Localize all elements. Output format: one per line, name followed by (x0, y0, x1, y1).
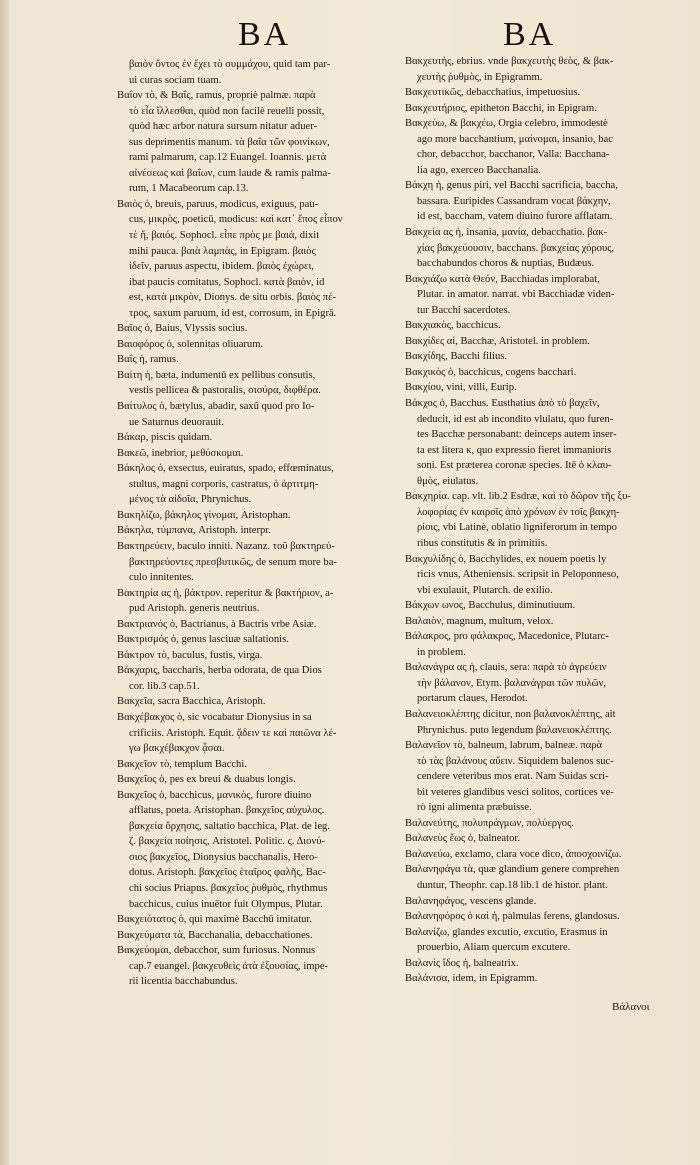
entry-continuation-line: vbi exulauit, Plutarch. de exilio. (417, 584, 553, 596)
entry-continuation-line: in problem. (417, 646, 466, 658)
entry-headword-line: Βαλανίζω, glandes excutio, excutio, Erasmus in (405, 926, 608, 938)
right-column (405, 54, 687, 987)
entry-headword-line: Βαΐς ἡ, ramus. (117, 354, 179, 366)
entry-headword-line: Βακχεύματα τὰ, Bacchanalia, debacchationes. (117, 929, 313, 941)
entry-headword-line: Βαλανάγρα ας ἡ, clauis, sera: παρὰ τὸ ἀγρεύειν (405, 662, 607, 674)
entry-continuation-line: βακτηρεύοντες πρεσβυτικῶς, de senum more ba- (129, 556, 337, 568)
entry-continuation-line: afflatus, poeta. Aristophan. βακχεῖος αὐχυλος. (129, 805, 325, 817)
entry-continuation-line: vestis pellicea & pastoralis, σισύρα, διφθέρα. (129, 385, 321, 397)
entry-headword-line: Βακχεῖον τὸ, templum Bacchi. (117, 758, 247, 770)
running-head-left: BA (238, 16, 292, 53)
entry-continuation-line: rii licentia bacchabundus. (129, 976, 238, 988)
entry-headword-line: Βάκχος ὁ, Bacchus. Eusthatius ἀπὸ τὸ βαχεῖν, (405, 398, 600, 410)
entry-continuation-line: τρος, saxum paruum, id est, corrosum, in Epigrā. (129, 307, 337, 319)
entry-continuation-line: ue Saturnus deuorauit. (129, 416, 225, 428)
entry-continuation-line: τὸ εἶα ἴλλεσθαι, quòd non facilè reuelli possit, (129, 105, 325, 117)
entry-headword-line: Βακχευτήριος, epitheton Bacchi, in Epigram. (405, 102, 597, 114)
entry-continuation-line: χίας βακχεύουσιν, bacchans. βακχείας χόρους, (417, 242, 615, 254)
entry-headword-line: Βακχεία ας ἡ, insania, μανία, debacchatio. βακ- (405, 227, 608, 239)
entry-continuation-line: Phrynichus. puto legendum βαλανειοκλέπτης. (417, 724, 612, 736)
entry-continuation-line: ρίοις, vbi Latinè, oblatio ligniferorum in tempo (417, 522, 617, 534)
entry-headword-line: Βαιὸς ὁ, breuis, paruus, modicus, exiguus, pau- (117, 198, 319, 210)
entry-headword-line: Βακχεύομαι, debacchor, sum furiosus. Nonnus (117, 945, 316, 957)
entry-headword-line: Βακχυλίδης ὁ, Bacchylides, ex nouem poetis ly (405, 553, 607, 565)
entry-headword-line: Βακχεῖος ὁ, pes ex breui & duabus longis. (117, 774, 296, 786)
entry-headword-line: Βακχίδες αἱ, Bacchæ, Aristotel. in problem. (405, 335, 590, 347)
entry-headword-line: Βακχίου, vini, villi, Eurip. (405, 382, 517, 394)
entry-continuation-line: mihi pauca. βαιὰ λαμπὰς, in Epigram. βαιὸς (129, 245, 316, 257)
entry-continuation-line: est, κατὰ μικρὸν, Dionys. de situ orbis. βαιὸς πέ- (129, 292, 337, 304)
entry-headword-line: Βακηλίζω, βάκηλος γίνομαι, Aristophan. (117, 509, 291, 521)
entry-continuation-line: ago more bacchantium, μαίνομαι, insanio, bac (417, 133, 613, 145)
entry-continuation-line: tes Bacchæ personabant: deinceps autem inser- (417, 429, 617, 441)
entry-continuation-line: ζ. βακχεία ποίησις, Aristotel. Politic. ς. Διονύ- (129, 836, 326, 848)
entry-headword-line: Βακχικὸς ὁ, bacchicus, cogens bacchari. (405, 366, 577, 378)
entry-headword-line: Βακχέβακχος ὁ, sic vocabatur Dionysius in sa (117, 711, 312, 723)
entry-continuation-line: culo innitentes. (129, 572, 194, 584)
entry-continuation-line: lia ago, exerceo Bacchanalia. (417, 164, 541, 176)
entry-headword-line: Βαλανηφόρος ὁ καὶ ἡ, palmulas ferens, glandosus. (405, 911, 620, 923)
entry-headword-line: Βαῖος ὁ, Baius, Vlyssis socius. (117, 323, 248, 335)
entry-headword-line: Βακχευτικῶς, debacchatius, impetuosius. (405, 87, 581, 99)
entry-continuation-line: ricis vnus, Atheniensis. scripsit in Peloponneso, (417, 569, 619, 581)
entry-continuation-line: cor. lib.3 cap.51. (129, 680, 200, 692)
entry-continuation-line: portarum claues, Herodot. (417, 693, 528, 705)
entry-headword-line: Βαλανεῖον τὸ, balneum, labrum, balneæ. παρὰ (405, 740, 603, 752)
entry-headword-line: Βαίτυλος ὁ, bætylus, abadir, saxū quod pro Io- (117, 401, 315, 413)
entry-continuation-line: ribus constitutis & in primitiis. (417, 537, 548, 549)
entry-headword-line: Βαΐον τὸ, & Βαΐς, ramus, propriè palmæ. παρὰ (117, 90, 316, 102)
entry-headword-line: Βάκαρ, piscis quidam. (117, 432, 213, 444)
entry-continuation-line: τὸ τὰς βαλάνους αὔειν. Siquidem balenos suc- (417, 755, 614, 767)
entry-continuation-line: τὲ ἤ, βαιός. Sophocl. εἶπε πρὸς με βαιά, dixit (129, 230, 320, 242)
entry-continuation-line: αἰνέσεως καὶ βαΐων, cum laude & ramis palma- (129, 167, 331, 179)
entry-headword-line: Βαλανεύω, exclamo, clara voce dico, ἀποσχοινίζω. (405, 848, 622, 860)
entry-continuation-line: cap.7 euangel. βακχευθεὶς ἀτὰ ἐξουσίας, impe- (129, 960, 329, 972)
entry-continuation-line: χευτὴς ῥυθμὸς, in Epigramm. (417, 71, 543, 83)
left-column (117, 57, 393, 990)
entry-continuation-line: ἰδεῖν, paruus aspectu, ibidem. βαιὸς ἐχώρει, (129, 261, 314, 273)
entry-continuation-line: Plutar. in amator. narrat. vbi Bacchiadæ viden- (417, 289, 615, 301)
entry-headword-line: Βακχηρία. cap. vlt. lib.2 Esdræ, καὶ τὸ δῶρον τῆς ξυ- (405, 491, 631, 503)
entry-headword-line: Βαλανεὺς ἕως ὁ, balneator. (405, 833, 520, 845)
entry-continuation-line: βαιὸν ὄντος ἐν ἔχει τὸ συμμάχου, quid tam par- (129, 59, 331, 70)
running-head-right: BA (503, 16, 557, 53)
entry-headword-line: Βάκχη ἡ, genus piri, vel Bacchi sacrificia, baccha, (405, 180, 618, 192)
entry-continuation-line: ui curas sociam tuam. (129, 74, 222, 86)
entry-continuation-line: bit veteres glandibus vesci solitos, cortices ve- (417, 786, 614, 798)
catchword: Βάλανοι (612, 1001, 650, 1013)
entry-continuation-line: τὴν βάλανον, Etym. βαλανάγραι τῶν πυλῶν, (417, 677, 607, 689)
entry-headword-line: Βάλακρος, pro φάλακρος, Macedonice, Plutarc- (405, 631, 609, 643)
entry-continuation-line: γω βακχέβακχον ᾆσαι. (129, 743, 225, 755)
entry-headword-line: Βάκτρον τὸ, baculus, fustis, virga. (117, 649, 263, 661)
entry-headword-line: Βαλανὶς ἴδος ἡ, balneatrix. (405, 957, 519, 969)
entry-headword-line: Βακτηρεύειν, baculo inniti. Nazanz. τοῦ βακτηρεύ- (117, 540, 335, 552)
entry-headword-line: Βακχιακὸς, bacchicus. (405, 320, 501, 332)
entry-headword-line: Βαλανηφάγος, vescens glande. (405, 895, 537, 907)
entry-headword-line: Βακχίδης, Bacchi filius. (405, 351, 508, 363)
entry-headword-line: Βακχιάζω κατὰ Θεόν, Bacchiadas implorabat, (405, 273, 600, 285)
entry-continuation-line: stultus, magni corporis, castratus, ὁ ἀρτιτμη- (129, 478, 319, 490)
entry-continuation-line: ta est litera κ, quo expressio fieret immanioris (417, 444, 612, 456)
entry-continuation-line: rum, 1 Macabeorum cap.13. (129, 183, 249, 195)
entry-continuation-line: cendere veteribus mos erat. Nam Suidas scri- (417, 771, 609, 783)
entry-headword-line: Βάκηλα, τύμπανα, Aristoph. interpr. (117, 525, 271, 537)
entry-continuation-line: duntur, Theophr. cap.18 lib.1 de histor. plant. (417, 879, 608, 891)
entry-continuation-line: tur Bacchi sacerdotes. (417, 304, 511, 316)
entry-continuation-line: id est, baccham, vatem diuino furore afflatam. (417, 211, 613, 223)
entry-continuation-line: prouerbio, Aliam quercum excutere. (417, 942, 571, 954)
entry-headword-line: Βακτρισμός ὁ, genus lasciuæ saltationis. (117, 634, 289, 646)
entry-headword-line: Βακχεύω, & βακχέω, Orgia celebro, immodestè (405, 118, 608, 130)
entry-headword-line: Βακτηρία ας ἡ, βάκτρον. reperitur & βακτήριον, a- (117, 587, 334, 599)
entry-headword-line: Βακχευτὴς, ebrius. vnde βακχευτὴς θεὸς, & βακ- (405, 56, 614, 67)
entry-continuation-line: dotus. Aristoph. βακχεῖος ἑταῖρος φαλῆς, Bac- (129, 867, 326, 879)
entry-continuation-line: sus deprimentis manum. τὰ βαΐα τῶν φοινίκων, (129, 136, 330, 148)
entry-headword-line: Βαλαιὸν, magnum, multum, velox. (405, 615, 554, 627)
entry-headword-line: Βάκχων ωνος, Bacchulus, diminutiuum. (405, 600, 576, 612)
entry-headword-line: Βαλάνισα, idem, in Epigramm. (405, 973, 538, 985)
entry-continuation-line: quòd hæc arbor natura sursum nitatur aduer- (129, 121, 318, 133)
entry-continuation-line: chor, debacchor, bacchanor, Valla: Bacchana- (417, 149, 610, 161)
entry-continuation-line: crificiis. Aristoph. Equit. ᾄδειν τε καὶ παιῶνα λέ- (129, 727, 337, 739)
entry-continuation-line: cus, μικρὸς, poeticū, modicus: καὶ κατ᾽ ἔπος εἶπον (129, 214, 343, 226)
entry-continuation-line: bassara. Euripides Cassandram vocat βάκχην, (417, 195, 611, 207)
entry-continuation-line: βακχεία ὄρχησις, saltatio bacchica, Plat. de leg. (129, 820, 330, 832)
entry-continuation-line: soni. Est præterea coronæ species. Itē ὁ κλαυ- (417, 460, 612, 472)
entry-headword-line: Βάκηλος ὁ, exsectus, euiratus, spado, effœminatus, (117, 463, 334, 475)
entry-headword-line: Βακεῶ, inebrior, μεθύσκομαι. (117, 447, 244, 459)
entry-headword-line: Βάκχαρις, baccharis, herba odorata, de qua Dios (117, 665, 322, 677)
entry-headword-line: Βαίτη ἡ, bæta, indumentū ex pellibus consutis, (117, 369, 316, 381)
entry-continuation-line: λοφορίας ἐν καιροῖς ἀπὸ χρόνων ἐν τοῖς βακχη- (417, 506, 620, 518)
entry-headword-line: Βαλανηφάγα τὰ, quæ glandium genere comprehen (405, 864, 620, 876)
entry-continuation-line: deducit, id est ab incondito vlulatu, quo furen- (417, 413, 614, 425)
entry-continuation-line: σιος βακχεῖος, Dionysius bacchanalis, Hero- (129, 851, 318, 863)
entry-headword-line: Βακχεῖα, sacra Bacchica, Aristoph. (117, 696, 266, 708)
entry-headword-line: Βαλανεύτης, πολυπράγμων, πολύεργος. (405, 817, 574, 829)
entry-continuation-line: chi socius Priapus. βακχεῖος ῥυθμὸς, rhythmus (129, 882, 328, 894)
entry-continuation-line: ibat paucis comitatus, Sophocl. κατὰ βαιὸν, id (129, 276, 325, 288)
entry-headword-line: Βακτριανός ὁ, Bactrianus, à Bactris vrbe Asiæ. (117, 618, 317, 630)
entry-continuation-line: bacchicus, cuius inuētor fuit Olympus, Plutar. (129, 898, 323, 910)
entry-headword-line: Βακχειότατος ὁ, qui maximè Bacchū imitatur. (117, 914, 313, 926)
entry-continuation-line: rami palmarum, cap.12 Euangel. Ioannis. μετὰ (129, 152, 327, 164)
entry-headword-line: Βακχεῖος ὁ, bacchicus, μανικὸς, furore diuino (117, 789, 312, 801)
entry-headword-line: Βαιοφόρος ὁ, solennitas oliuarum. (117, 338, 264, 350)
entry-continuation-line: pud Aristoph. generis neutrius. (129, 603, 260, 615)
entry-continuation-line: μένος τὰ αἰδοῖα, Phrynichus. (129, 494, 252, 506)
entry-continuation-line: θμὸς, eiulatus. (417, 475, 479, 487)
entry-continuation-line: bacchabundos choros & nuptias, Budæus. (417, 258, 595, 270)
entry-continuation-line: rò igni alimenta præbuisse. (417, 802, 532, 814)
book-spine-shadow (0, 0, 9, 1165)
entry-headword-line: Βαλανειοκλέπτης dicitur, non βαλανοκλέπτης, ait (405, 708, 616, 720)
